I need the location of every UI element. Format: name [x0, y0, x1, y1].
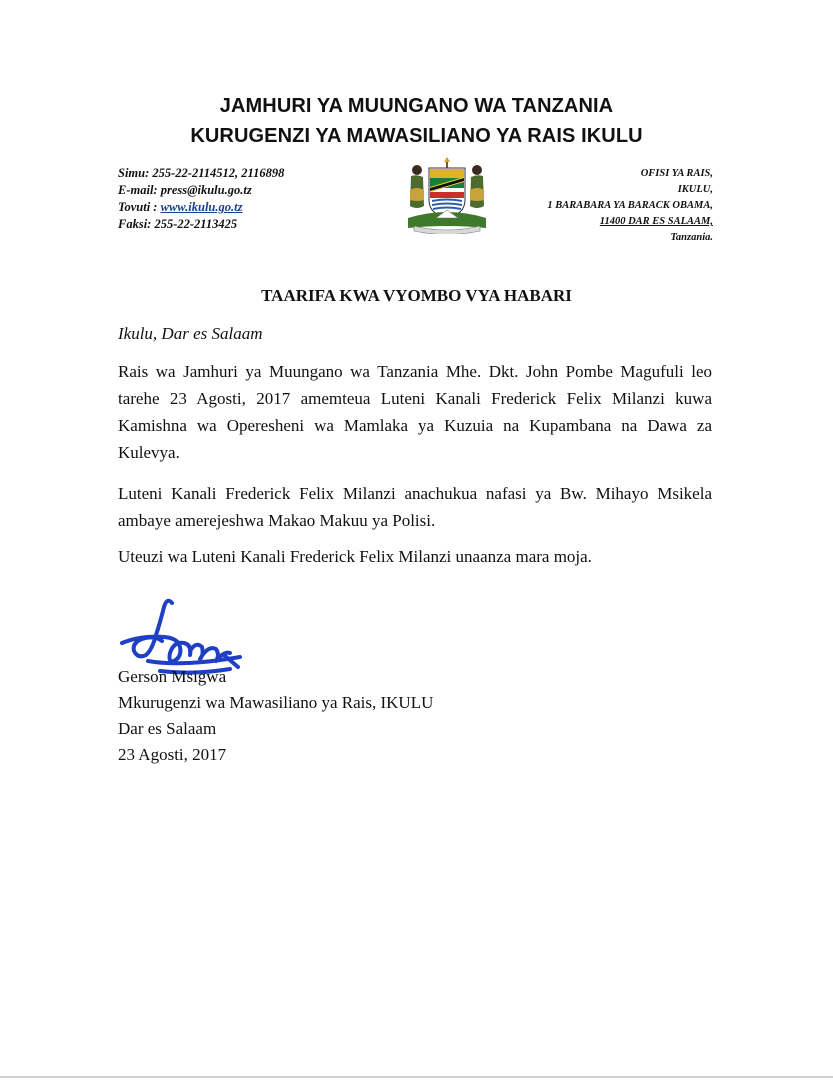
contact-block-left: [118, 165, 284, 233]
page-edge-divider: [0, 1076, 833, 1078]
fax-number: Faksi: 255-22-2113425: [118, 217, 238, 231]
website-link[interactable]: www.ikulu.go.tz: [160, 200, 243, 214]
paragraph-3: Uteuzi wa Luteni Kanali Frederick Felix Milanzi unaanza mara moja.: [118, 547, 592, 566]
address-line-3: 1 BARABARA YA BARACK OBAMA,: [547, 200, 713, 211]
header-title-line-1: JAMHURI YA MUUNGANO WA TANZANIA: [219, 95, 614, 117]
tanzania-coat-of-arms-icon: [402, 156, 492, 234]
phone-number: Simu: 255-22-2114512, 2116898: [118, 166, 285, 180]
place-line: Ikulu, Dar es Salaam: [118, 324, 263, 343]
address-line-5: Tanzania.: [670, 232, 713, 243]
signature-date: 23 Agosti, 2017: [118, 745, 227, 764]
signature-city: Dar es Salaam: [118, 719, 217, 738]
email-address: E-mail: press@ikulu.go.tz: [118, 183, 252, 197]
document-heading: TAARIFA KWA VYOMBO VYA HABARI: [261, 286, 572, 305]
address-line-2: IKULU,: [677, 184, 713, 195]
signature-block: [118, 664, 433, 768]
website-label: Tovuti :: [118, 200, 161, 214]
signatory-name: Gerson Msigwa: [118, 667, 227, 686]
address-line-1: OFISI YA RAIS,: [640, 168, 713, 179]
address-line-4: 11400 DAR ES SALAAM,: [599, 216, 713, 227]
header-title-line-2: KURUGENZI YA MAWASILIANO YA RAIS IKULU: [190, 125, 643, 147]
paragraph-2: Luteni Kanali Frederick Felix Milanzi anachukua nafasi ya Bw. Mihayo Msikela ambaye amerejeshwa Makao Makuu ya Polisi.: [118, 484, 712, 530]
website-line: [118, 199, 284, 216]
contact-block-right: [547, 166, 713, 246]
paragraph-1: Rais wa Jamhuri ya Muungano wa Tanzania Mhe. Dkt. John Pombe Magufuli leo tarehe 23 Agosti, 2017 amemteua Luteni Kanali Frederick Felix Milanzi kuwa Kamishna wa Operesheni wa Mamlaka ya Kuzuia na Kupambana na Dawa za Kulevya.: [118, 362, 712, 462]
signatory-title: Mkurugenzi wa Mawasiliano ya Rais, IKULU: [118, 693, 434, 712]
